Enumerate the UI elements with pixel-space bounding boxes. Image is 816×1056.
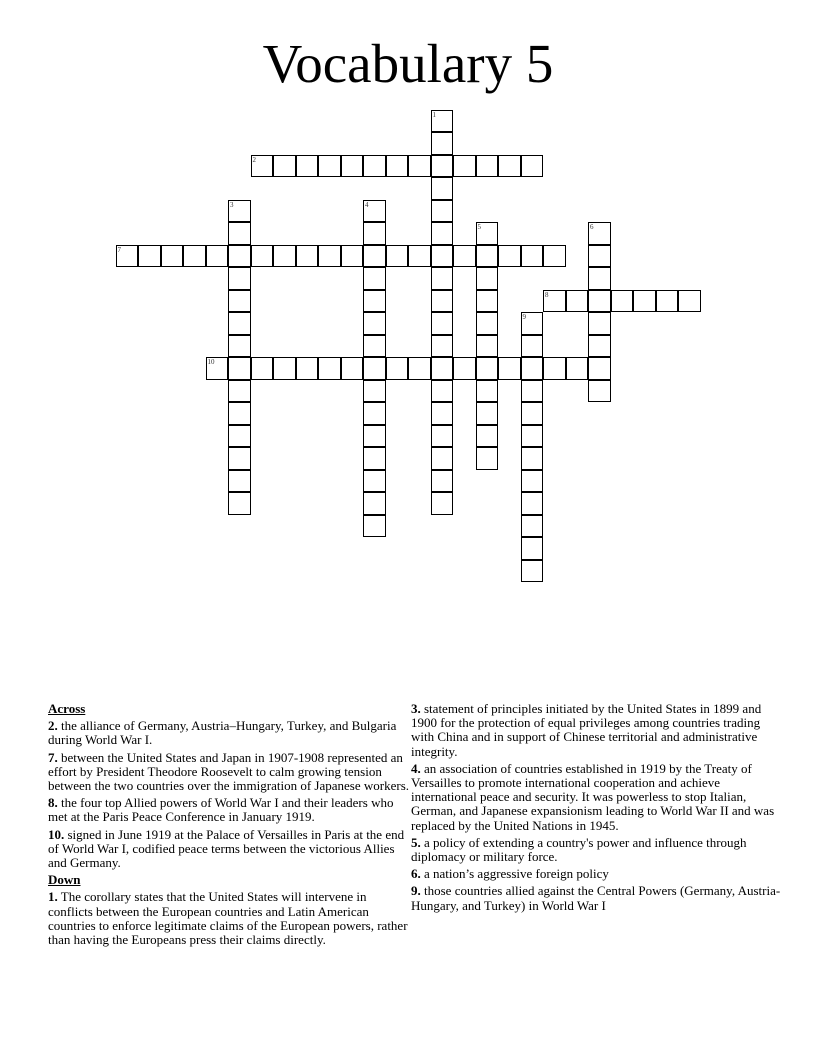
grid-cell[interactable]	[566, 357, 589, 380]
grid-cell[interactable]	[318, 245, 341, 268]
grid-cell[interactable]	[588, 357, 611, 380]
across-heading: Across	[48, 701, 86, 716]
grid-cell[interactable]	[476, 267, 499, 290]
grid-cell[interactable]	[521, 245, 544, 268]
clue-across-2	[48, 719, 410, 747]
grid-cell[interactable]	[386, 155, 409, 178]
grid-cell[interactable]	[453, 245, 476, 268]
grid-cell[interactable]	[431, 222, 454, 245]
grid-cell[interactable]	[431, 357, 454, 380]
clue-down-1	[48, 890, 410, 947]
clue-text: the alliance of Germany, Austria–Hungary, Turkey, and Bulgaria during World War I.	[48, 718, 397, 748]
grid-cell[interactable]	[273, 357, 296, 380]
grid-cell[interactable]	[521, 335, 544, 358]
grid-cell[interactable]	[228, 267, 251, 290]
clue-number: 2.	[48, 718, 58, 734]
grid-cell[interactable]	[521, 312, 544, 335]
grid-cell[interactable]	[431, 267, 454, 290]
clue-down-3	[411, 702, 786, 759]
grid-cell[interactable]	[363, 155, 386, 178]
grid-cell[interactable]	[228, 380, 251, 403]
clue-number: 10.	[48, 826, 65, 842]
grid-cell[interactable]	[498, 245, 521, 268]
page-title: Vocabulary 5	[262, 33, 554, 94]
grid-cell[interactable]	[431, 335, 454, 358]
grid-cell[interactable]	[588, 312, 611, 335]
grid-cell[interactable]	[363, 290, 386, 313]
clue-text: the four top Allied powers of World War I and their leaders who met at the Paris Peace Conference in January 1919.	[48, 795, 394, 825]
grid-cell[interactable]	[431, 447, 454, 470]
grid-cell[interactable]	[363, 200, 386, 223]
grid-cell[interactable]	[431, 155, 454, 178]
grid-cell[interactable]	[363, 402, 386, 425]
grid-cell[interactable]	[476, 447, 499, 470]
grid-cell[interactable]	[363, 267, 386, 290]
grid-cell[interactable]	[476, 222, 499, 245]
clue-number-label: 2	[252, 155, 256, 164]
grid-cell[interactable]	[521, 155, 544, 178]
clue-across-10	[48, 828, 410, 871]
clue-text: statement of principles initiated by the United States in 1899 and 1900 for the protection of equal privileges among countries trading with China and in support of Chinese territorial and administrative integrity.	[411, 701, 762, 759]
grid-cell[interactable]	[341, 155, 364, 178]
clue-down-4	[411, 762, 786, 833]
grid-cell[interactable]	[318, 357, 341, 380]
grid-cell[interactable]	[431, 402, 454, 425]
grid-cell[interactable]	[251, 245, 274, 268]
grid-cell[interactable]	[318, 155, 341, 178]
clue-number-label: 5	[477, 223, 481, 231]
grid-cell[interactable]	[588, 222, 611, 245]
clue-number-label: 7	[117, 245, 121, 254]
grid-cell[interactable]	[228, 402, 251, 425]
grid-cell[interactable]	[543, 290, 566, 313]
grid-cell[interactable]	[363, 245, 386, 268]
grid-cell[interactable]	[476, 245, 499, 268]
grid-cell[interactable]	[521, 560, 544, 583]
grid-cell[interactable]	[431, 177, 454, 200]
grid-cell[interactable]	[363, 470, 386, 493]
grid-cell[interactable]	[296, 357, 319, 380]
clue-number-label: 6	[590, 223, 594, 231]
grid-cell[interactable]	[183, 245, 206, 268]
grid-cell[interactable]	[498, 357, 521, 380]
grid-cell[interactable]	[566, 290, 589, 313]
grid-cell[interactable]	[363, 312, 386, 335]
grid-cell[interactable]	[453, 357, 476, 380]
grid-cell[interactable]	[228, 470, 251, 493]
clue-number: 1.	[48, 889, 58, 905]
clue-number-label: 4	[365, 200, 369, 209]
grid-cell[interactable]	[363, 380, 386, 403]
grid-cell[interactable]	[521, 492, 544, 515]
clue-text: those countries allied against the Central Powers (Germany, Austria-Hungary, and Turkey) in World War I	[411, 883, 781, 913]
grid-cell[interactable]	[431, 200, 454, 223]
clue-text: a nation’s aggressive foreign policy	[424, 866, 609, 882]
grid-cell[interactable]	[498, 155, 521, 178]
grid-cell[interactable]	[138, 245, 161, 268]
grid-cell[interactable]	[273, 155, 296, 178]
grid-cell[interactable]	[521, 447, 544, 470]
grid-cell[interactable]	[228, 447, 251, 470]
clue-down-9	[411, 884, 786, 912]
grid-cell[interactable]	[521, 402, 544, 425]
grid-cell[interactable]	[543, 357, 566, 380]
grid-cell[interactable]	[341, 245, 364, 268]
grid-cell[interactable]	[453, 155, 476, 178]
grid-cell[interactable]	[431, 470, 454, 493]
grid-cell[interactable]	[228, 200, 251, 223]
grid-cell[interactable]	[476, 155, 499, 178]
clues-right-column	[411, 702, 786, 916]
down-heading: Down	[48, 872, 81, 888]
grid-cell[interactable]	[588, 267, 611, 290]
grid-cell[interactable]	[588, 245, 611, 268]
grid-cell[interactable]	[116, 245, 139, 268]
grid-cell[interactable]	[228, 425, 251, 448]
clue-number-label: 3	[230, 200, 234, 209]
clue-number: 9.	[411, 883, 421, 899]
clue-text: between the United States and Japan in 1907-1908 represented an effort by President Theodore Roosevelt to calm growing tension between the two countries over the immigration of Japanese workers.	[48, 749, 409, 794]
grid-cell[interactable]	[228, 222, 251, 245]
grid-cell[interactable]	[431, 245, 454, 268]
grid-cell[interactable]	[251, 357, 274, 380]
grid-cell[interactable]	[228, 492, 251, 515]
grid-cell[interactable]	[296, 155, 319, 178]
clue-number: 4.	[411, 760, 421, 776]
clue-across-8	[48, 796, 410, 824]
grid-cell[interactable]	[476, 335, 499, 358]
grid-cell[interactable]	[363, 222, 386, 245]
clue-number: 6.	[411, 866, 421, 882]
grid-cell[interactable]	[408, 155, 431, 178]
grid-cell[interactable]	[228, 290, 251, 313]
grid-cell[interactable]	[521, 380, 544, 403]
grid-cell[interactable]	[363, 335, 386, 358]
clue-text: The corollary states that the United States will intervene in conflicts between the European countries and Latin American countries to enforce legitimate claims of the European powers, rather than having the Europeans press their claims directly.	[48, 889, 408, 948]
clue-number: 7.	[48, 749, 58, 765]
clue-number-label: 10	[207, 358, 215, 366]
clue-number: 3.	[411, 701, 421, 716]
clue-down-6	[411, 867, 786, 881]
grid-cell[interactable]	[431, 110, 454, 133]
grid-cell[interactable]	[363, 515, 386, 538]
grid-cell[interactable]	[476, 402, 499, 425]
grid-cell[interactable]	[228, 335, 251, 358]
clues-left-column	[48, 702, 410, 950]
grid-cell[interactable]	[363, 447, 386, 470]
grid-cell[interactable]	[611, 290, 634, 313]
grid-cell[interactable]	[161, 245, 184, 268]
grid-cell[interactable]	[273, 245, 296, 268]
grid-cell[interactable]	[206, 357, 229, 380]
grid-cell[interactable]	[408, 357, 431, 380]
grid-cell[interactable]	[678, 290, 701, 313]
grid-cell[interactable]	[363, 492, 386, 515]
grid-cell[interactable]	[251, 155, 274, 178]
grid-cell[interactable]	[476, 357, 499, 380]
grid-cell[interactable]	[588, 290, 611, 313]
clue-text: an association of countries established in 1919 by the Treaty of Versailles to promote international cooperation and achieve international peace and security. It was powerless to stop Italian, German, and Japanese expansionism leading to World War II and was replaced by the United Nations in 1945.	[411, 760, 775, 833]
grid-cell[interactable]	[476, 290, 499, 313]
grid-cell[interactable]	[431, 290, 454, 313]
grid-cell[interactable]	[543, 245, 566, 268]
grid-cell[interactable]	[386, 357, 409, 380]
clue-number-label: 1	[432, 110, 436, 119]
clue-number: 8.	[48, 795, 58, 811]
grid-cell[interactable]	[588, 380, 611, 403]
grid-cell[interactable]	[588, 335, 611, 358]
grid-cell[interactable]	[363, 425, 386, 448]
grid-cell[interactable]	[521, 357, 544, 380]
grid-cell[interactable]	[521, 537, 544, 560]
clue-text: signed in June 1919 at the Palace of Versailles in Paris at the end of World War I, codified peace terms between the victorious Allies and Germany.	[48, 826, 405, 871]
grid-cell[interactable]	[431, 312, 454, 335]
clue-number-label: 9	[522, 313, 526, 321]
grid-cell[interactable]	[228, 312, 251, 335]
grid-cell[interactable]	[296, 245, 319, 268]
grid-cell[interactable]	[206, 245, 229, 268]
grid-cell[interactable]	[521, 515, 544, 538]
grid-cell[interactable]	[341, 357, 364, 380]
grid-cell[interactable]	[633, 290, 656, 313]
grid-cell[interactable]	[431, 380, 454, 403]
grid-cell[interactable]	[431, 132, 454, 155]
grid-cell[interactable]	[228, 245, 251, 268]
grid-cell[interactable]	[363, 357, 386, 380]
grid-cell[interactable]	[431, 492, 454, 515]
grid-cell[interactable]	[521, 470, 544, 493]
clue-number: 5.	[411, 834, 421, 850]
grid-cell[interactable]	[656, 290, 679, 313]
grid-cell[interactable]	[476, 425, 499, 448]
grid-cell[interactable]	[431, 425, 454, 448]
grid-cell[interactable]	[228, 357, 251, 380]
clue-across-7	[48, 751, 410, 794]
clue-down-5	[411, 836, 786, 864]
grid-cell[interactable]	[521, 425, 544, 448]
grid-cell[interactable]	[386, 245, 409, 268]
grid-cell[interactable]	[476, 380, 499, 403]
grid-cell[interactable]	[408, 245, 431, 268]
grid-cell[interactable]	[476, 312, 499, 335]
clue-text: a policy of extending a country's power and influence through diplomacy or military force.	[411, 834, 747, 865]
clue-number-label: 8	[545, 290, 549, 299]
